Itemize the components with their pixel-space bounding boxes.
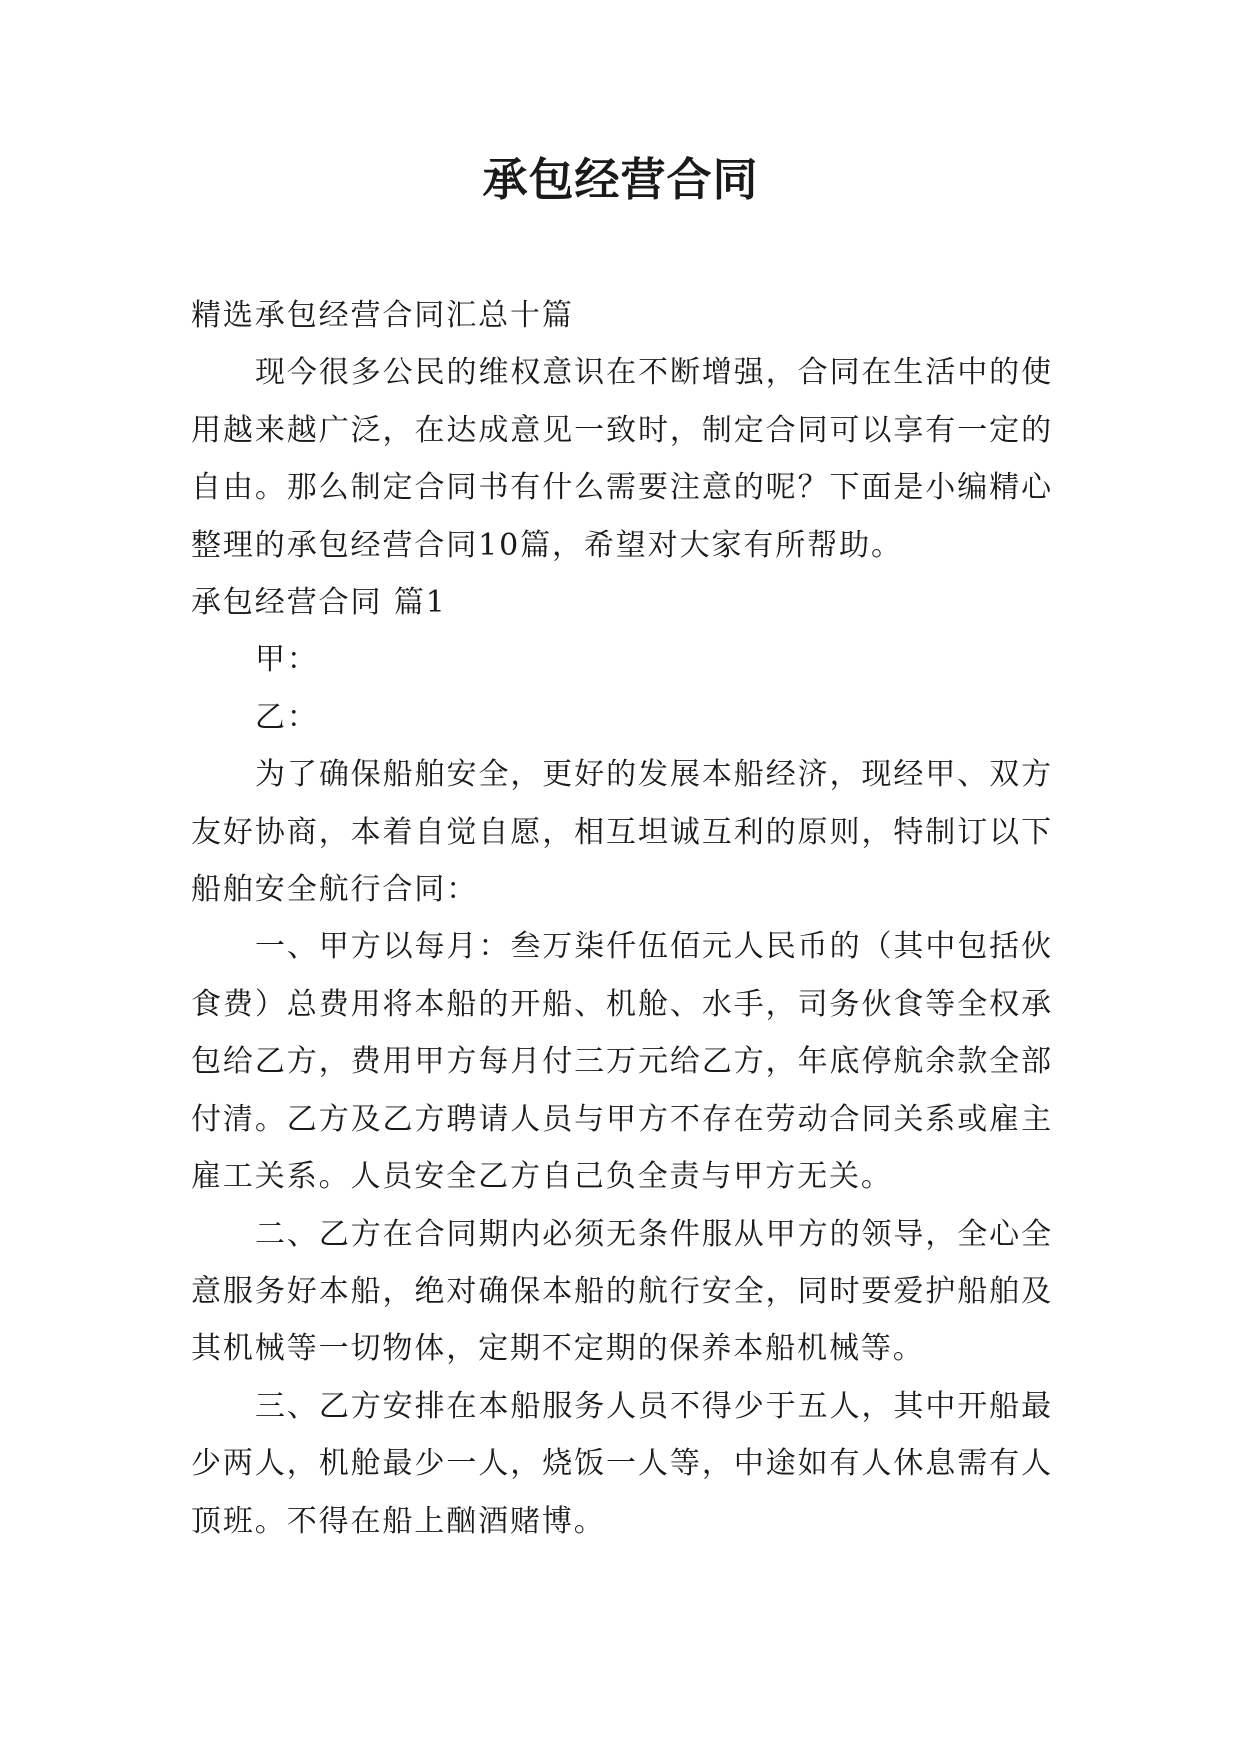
preamble-paragraph: 为了确保船舶安全，更好的发展本船经济，现经甲、双方友好协商，本着自觉自愿，相互坦诚互利的原则，特制订以下船舶安全航行合同： xyxy=(191,757,1053,908)
section-heading: 承包经营合同 篇1 xyxy=(191,585,447,621)
intro-paragraph: 现今很多公民的维权意识在不断增强，合同在生活中的使用越来越广泛，在达成意见一致时，制定合同可以享有一定的自由。那么制定合同书有什么需要注意的呢？下面是小编精心整理的承包经营合同10篇，希望对大家有所帮助。 xyxy=(191,355,1053,563)
clause-1: 一、甲方以每月：叁万柒仟伍佰元人民币的（其中包括伙食费）总费用将本船的开船、机舱、水手，司务伙食等全权承包给乙方，费用甲方每月付三万元给乙方，年底停航余款全部付清。乙方及乙方聘请人员与甲方不存在劳动合同关系或雇主雇工关系。人员安全乙方自己负全责与甲方无关。 xyxy=(191,929,1053,1195)
party-a-line: 甲： xyxy=(255,642,319,678)
clause-2: 二、乙方在合同期内必须无条件服从甲方的领导，全心全意服务好本船，绝对确保本船的航行安全，同时要爱护船舶及其机械等一切物体，定期不定期的保养本船机械等。 xyxy=(191,1216,1053,1367)
document-body xyxy=(191,287,1053,1550)
document-title: 承包经营合同 xyxy=(482,153,759,206)
document-subtitle: 精选承包经营合同汇总十篇 xyxy=(191,298,574,333)
clause-3: 三、乙方安排在本船服务人员不得少于五人，其中开船最少两人，机舱最少一人，烧饭一人等，中途如有人休息需有人顶班。不得在船上酗酒赌博。 xyxy=(191,1388,1053,1539)
party-b-line: 乙： xyxy=(255,699,319,735)
